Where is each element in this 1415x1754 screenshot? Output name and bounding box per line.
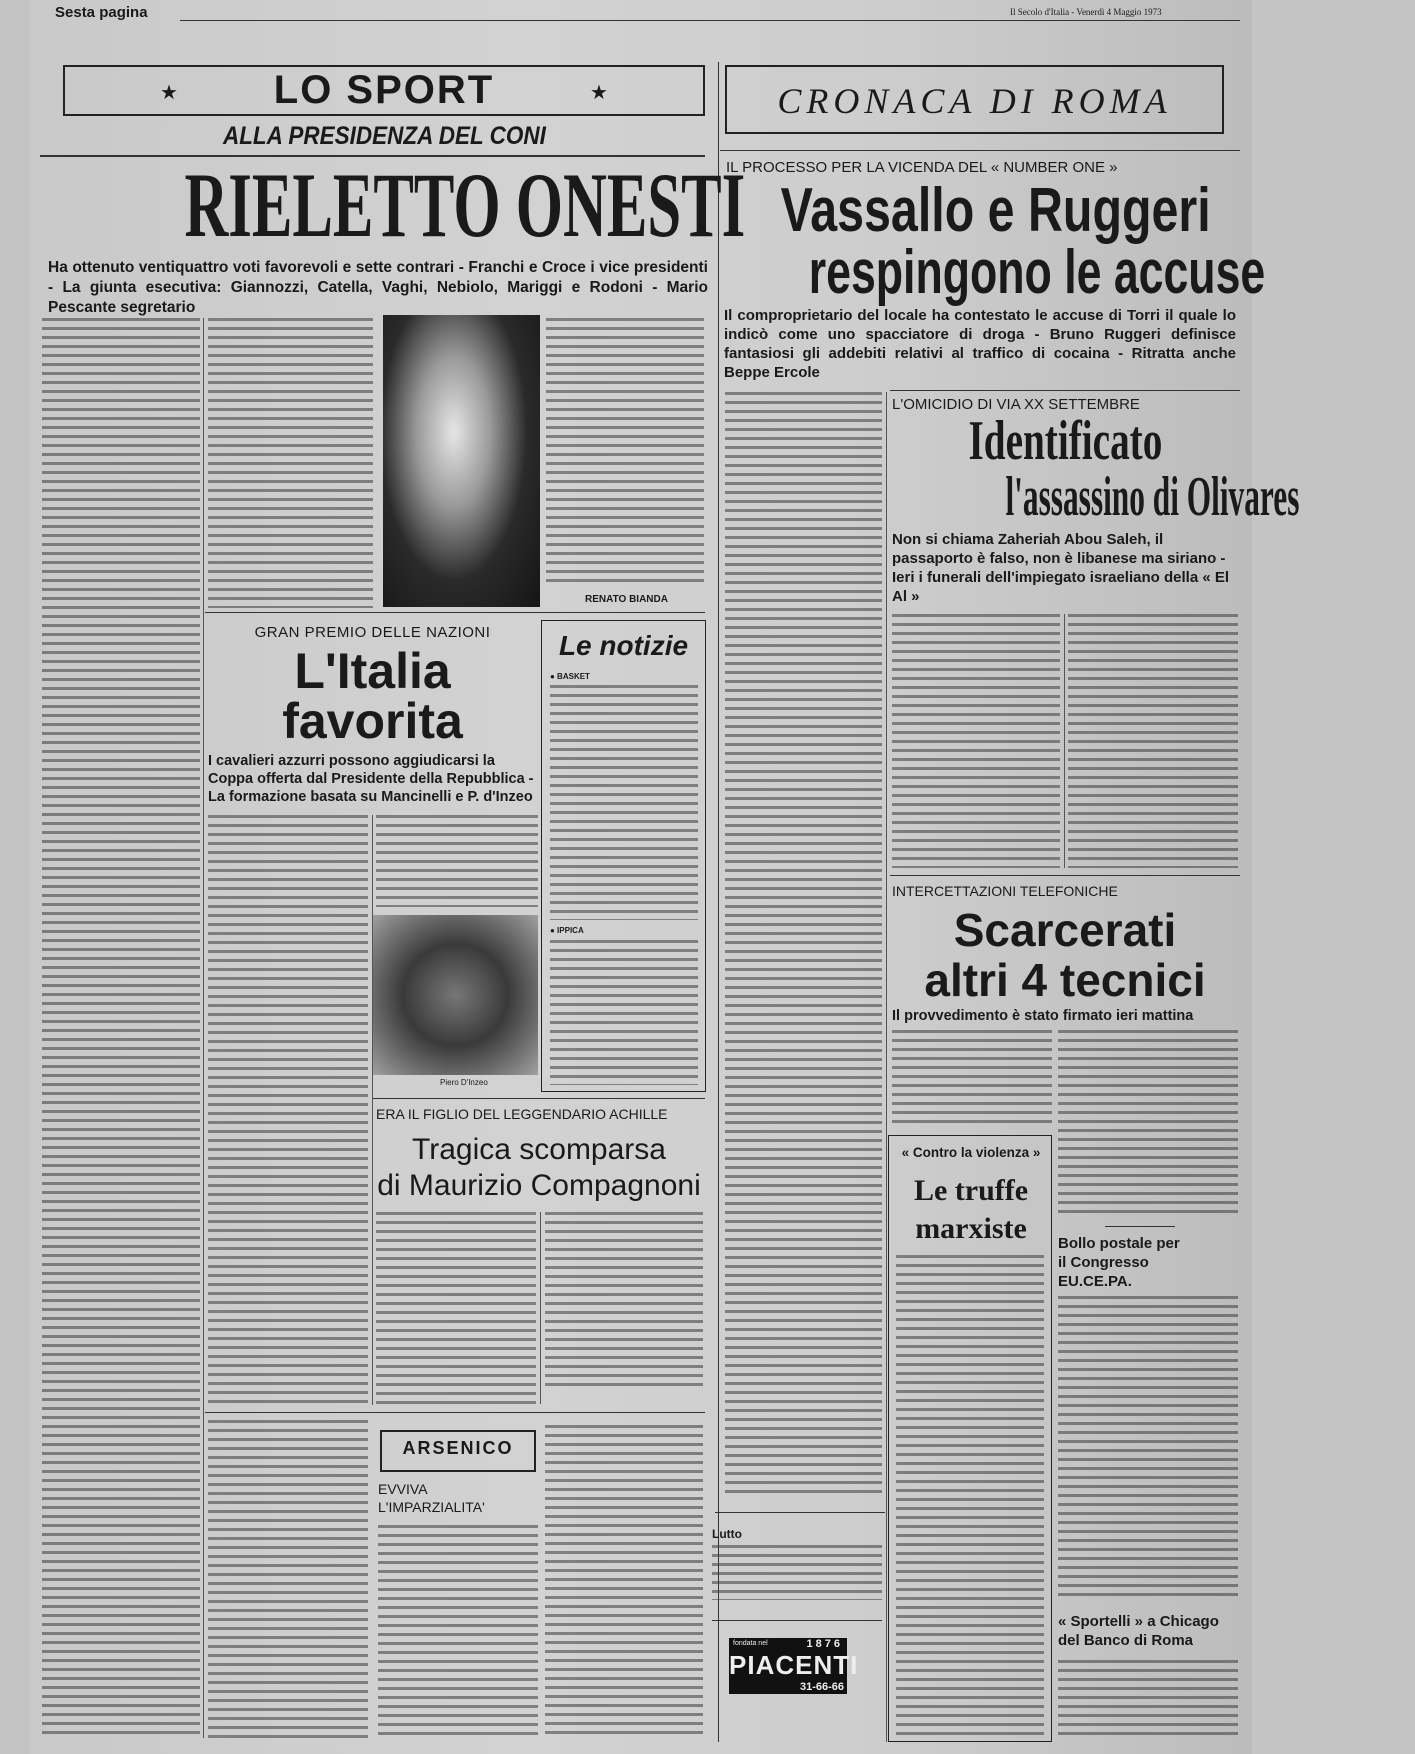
headline-line: di Maurizio Compagnoni [377, 1169, 701, 1202]
article-column [725, 392, 882, 1498]
photo-caption: Piero D'Inzeo [440, 1078, 488, 1087]
rule [720, 150, 1240, 151]
notizie-text [550, 685, 698, 920]
headline-vassallo-ruggeri [720, 176, 1266, 307]
column-rule [540, 1212, 541, 1404]
headline-line: respingono le accuse [808, 238, 1266, 307]
article-column [378, 1525, 538, 1738]
column-rule [886, 392, 887, 1742]
article-column [546, 318, 704, 588]
article-column [208, 815, 368, 1405]
star-icon: ★ [590, 82, 608, 104]
rule [712, 1620, 882, 1621]
intercettazioni-kicker: INTERCETTAZIONI TELEFONICHE [892, 883, 1118, 899]
article-column [545, 1212, 703, 1392]
masthead-rule [180, 20, 1240, 21]
ad-phone: 31-66-66 [799, 1681, 844, 1693]
bollo-headline: Bollo postale per il Congresso EU.CE.PA. [1058, 1235, 1180, 1290]
rule [890, 390, 1240, 391]
ad-brand: PIACENTI [729, 1650, 859, 1680]
headline-scarcerati [890, 905, 1240, 1005]
equitazione-kicker [205, 624, 540, 642]
article-column [208, 318, 373, 608]
article-column [208, 1420, 368, 1738]
photo-dinzeo [373, 915, 538, 1075]
article-column [376, 815, 538, 907]
ad-year: 1876 [806, 1638, 843, 1650]
article-column [896, 1255, 1044, 1735]
article-column [42, 318, 200, 1738]
rule [890, 875, 1240, 876]
violenza-kicker: « Contro la violenza » [901, 1145, 1041, 1160]
headline-italia-favorita [205, 643, 540, 749]
intercettazioni-subhead: Il provvedimento è stato firmato ieri mattina [892, 1008, 1194, 1024]
section-divider [718, 62, 719, 1742]
star-icon: ★ [160, 82, 178, 104]
headline-line: Vassallo e Ruggeri [780, 176, 1211, 245]
notizie-item: ● IPPICA [550, 926, 584, 935]
lutto-title: Lutto [712, 1527, 742, 1541]
sport-subhead: Ha ottenuto ventiquattro voti favorevoli e sette contrari - Franchi e Croce i vice presidenti - La giunta esecutiva: Giannozzi, Catella, Vaghi, Nebiolo, Mariggi e Rodoni - Mario Pescante segretario [48, 259, 708, 316]
omicidio-subhead: Non si chiama Zaheriah Abou Saleh, il passaporto è falso, non è libanese ma siriano - Ieri i funerali dell'impiegato israeliano della « El Al » [892, 531, 1230, 605]
headline-rieletto-onesti [40, 152, 746, 258]
notizie-item: ● BASKET [550, 672, 590, 681]
arsenico-headline [378, 1480, 485, 1516]
byline: RENATO BIANDA [585, 594, 668, 605]
headline-line: L'IMPARZIALITA' [378, 1499, 485, 1515]
ad-piacenti [729, 1638, 859, 1694]
sport-kicker [63, 122, 705, 151]
notizie-title: Le notizie [558, 630, 689, 661]
headline-line: Tragica scomparsa [412, 1133, 666, 1166]
rule [205, 1412, 705, 1413]
headline-identificato [890, 410, 1300, 528]
sportelli-headline: « Sportelli » a Chicago del Banco di Roma [1058, 1613, 1219, 1649]
column-rule [203, 318, 204, 1738]
arsenico-title: ARSENICO [402, 1438, 514, 1458]
kicker-text: GRAN PREMIO DELLE NAZIONI [254, 624, 491, 641]
article-column [545, 1425, 703, 1738]
article-column [892, 614, 1060, 868]
rule [715, 1512, 885, 1513]
article-column [892, 1030, 1052, 1125]
omicidio-kicker: L'OMICIDIO DI VIA XX SETTEMBRE [892, 396, 1140, 413]
column-rule [1064, 614, 1065, 868]
headline-line: altri 4 tecnici [924, 954, 1206, 1006]
rule [1105, 1226, 1175, 1227]
rule [205, 612, 705, 613]
section-label: Sesta pagina [55, 4, 148, 21]
headline-truffe-marxiste [888, 1172, 1054, 1248]
cronaca-subhead: Il comproprietario del locale ha contestato le accuse di Torri il quale lo indicò come uno spacciatore di droga - Bruno Ruggeri definisce fantasiosi gli addebiti relativi al traffico di cocaina - Ritratta anche Beppe Ercole [724, 307, 1236, 381]
headline-line: Scarcerati [953, 904, 1177, 956]
headline-line: Identificato [968, 410, 1162, 472]
notizie-text [550, 940, 698, 1085]
headline-line: l'assassino di Olivares [1005, 466, 1300, 528]
sport-kicker-text: ALLA PRESIDENZA DEL CONI [222, 122, 546, 150]
cronaca-banner-title: CRONACA DI ROMA [777, 81, 1172, 121]
equitazione-subhead: I cavalieri azzurri possono aggiudicarsi la Coppa offerta dal Presidente della Repubblica - La formazione basata su Mancinelli e P. d'Inzeo [208, 753, 534, 805]
headline-line: L'Italia [294, 643, 451, 699]
article-column [1058, 1296, 1238, 1601]
headline-line: Le truffe [913, 1174, 1029, 1207]
lutto-text [712, 1545, 882, 1600]
headline-line: favorita [282, 693, 463, 749]
cronaca-kicker: IL PROCESSO PER LA VICENDA DEL « NUMBER ONE » [726, 159, 1118, 176]
photo-onesti [383, 315, 540, 607]
sport-banner-title: LO SPORT [273, 68, 495, 112]
column-rule [372, 815, 373, 1405]
headline-line: marxiste [915, 1212, 1027, 1245]
article-column [1058, 1660, 1238, 1738]
article-column [376, 1212, 536, 1404]
headline-text: RIELETTO ONESTI [184, 154, 746, 256]
article-column [1058, 1030, 1238, 1215]
paper-date: Il Secolo d'Italia - Venerdì 4 Maggio 1973 [1010, 7, 1162, 17]
rule [373, 1098, 705, 1099]
ad-founded: fondata nel [733, 1640, 768, 1647]
compagnoni-kicker: ERA IL FIGLIO DEL LEGGENDARIO ACHILLE [376, 1106, 668, 1122]
headline-line: EVVIVA [378, 1481, 428, 1497]
headline-compagnoni [373, 1132, 705, 1204]
article-column [1068, 614, 1238, 868]
